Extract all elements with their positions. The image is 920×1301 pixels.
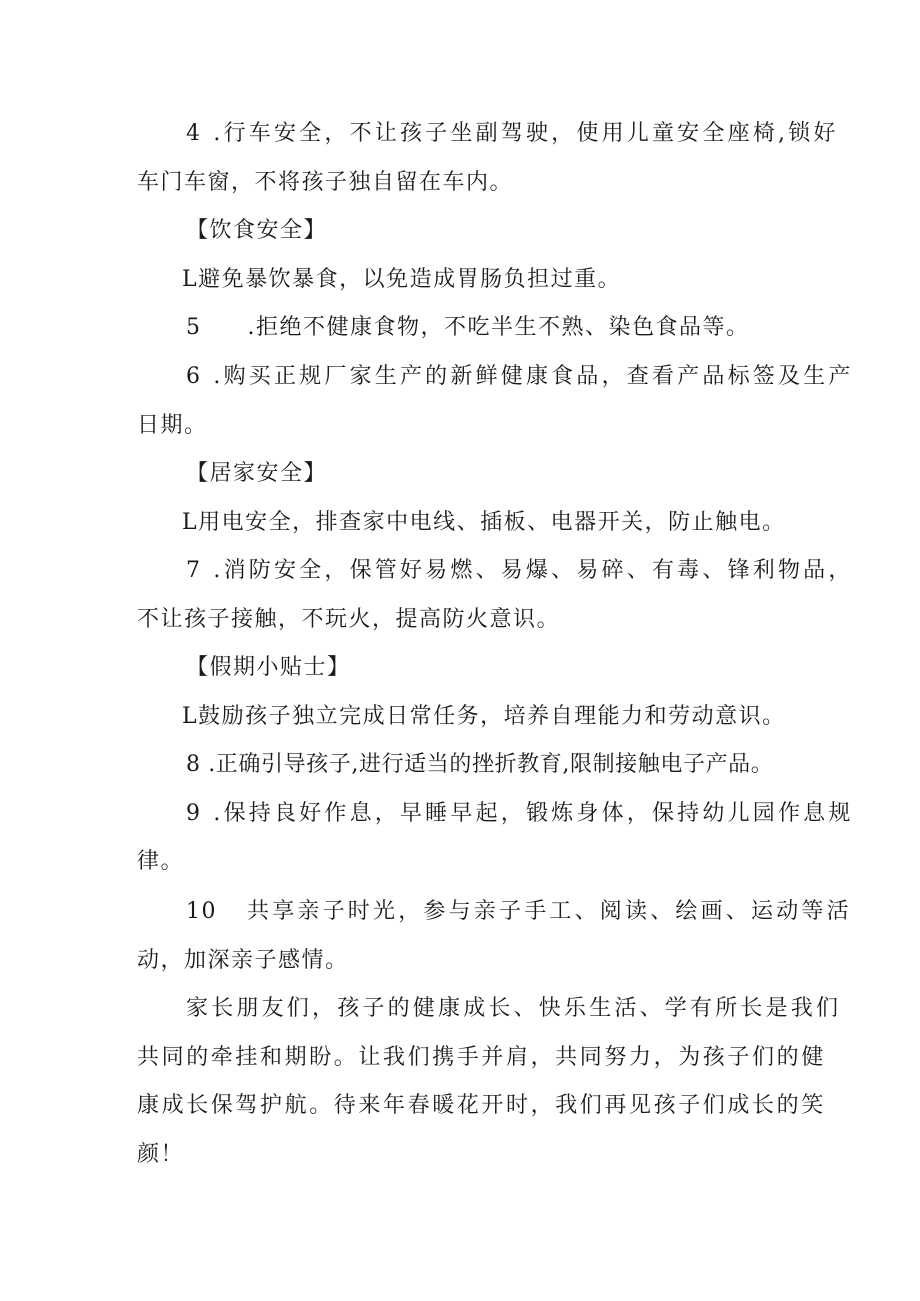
paragraph-line: 动，加深亲子感情。 [137,948,349,973]
paragraph-line: L鼓励孩子独立完成日常任务，培养自理能力和劳动意识。 [182,704,786,729]
paragraph-line: 共同的牵挂和期盼。让我们携手并肩，共同努力，为孩子们的健 [137,1045,826,1070]
paragraph-line: 4 .行车安全，不让孩子坐副驾驶，使用儿童安全座椅,锁好 [186,121,839,146]
paragraph-line: 6 .购买正规厂家生产的新鲜健康食品，查看产品标签及生产 [186,364,854,389]
paragraph-line: 律。 [137,849,185,874]
paragraph-line [186,897,852,927]
paragraph-line: 家长朋友们，孩子的健康成长、快乐生活、学有所长是我们 [186,996,842,1021]
list-number: 10 [186,899,217,924]
paragraph-line: 车门车窗，不将孩子独自留在车内。 [137,170,514,195]
paragraph-line: 9 .保持良好作息，早睡早起，锻炼身体，保持幼儿园作息规 [186,801,854,826]
list-text: 共享亲子时光，参与亲子手工、阅读、绘画、运动等活 [247,899,852,924]
paragraph-line: 不让孩子接触，不玩火，提高防火意识。 [137,607,561,632]
paragraph-line [186,313,750,343]
list-text: .拒绝不健康食物，不吃半生不熟、染色食品等。 [247,315,750,340]
section-heading-home-safety: 【居家安全】 [186,461,328,486]
section-heading-holiday-tips: 【假期小贴士】 [186,655,351,680]
section-heading-diet-safety: 【饮食安全】 [186,218,328,243]
paragraph-line: L用电安全，排查家中电线、插板、电器开关，防止触电。 [182,510,786,535]
paragraph-line: 康成长保驾护航。待来年春暖花开时，我们再见孩子们成长的笑 [137,1093,826,1118]
paragraph-line: L避免暴饮暴食，以免造成胃肠负担过重。 [182,267,622,292]
paragraph-line: 7 .消防安全，保管好易燃、易爆、易碎、有毒、锋利物品， [186,558,854,583]
paragraph-line: 颜！ [137,1142,185,1167]
paragraph-line: 8 .正确引导孩子,进行适当的挫折教育,限制接触电子产品。 [186,752,774,777]
list-number: 5 [186,315,202,340]
paragraph-line: 日期。 [137,413,208,438]
